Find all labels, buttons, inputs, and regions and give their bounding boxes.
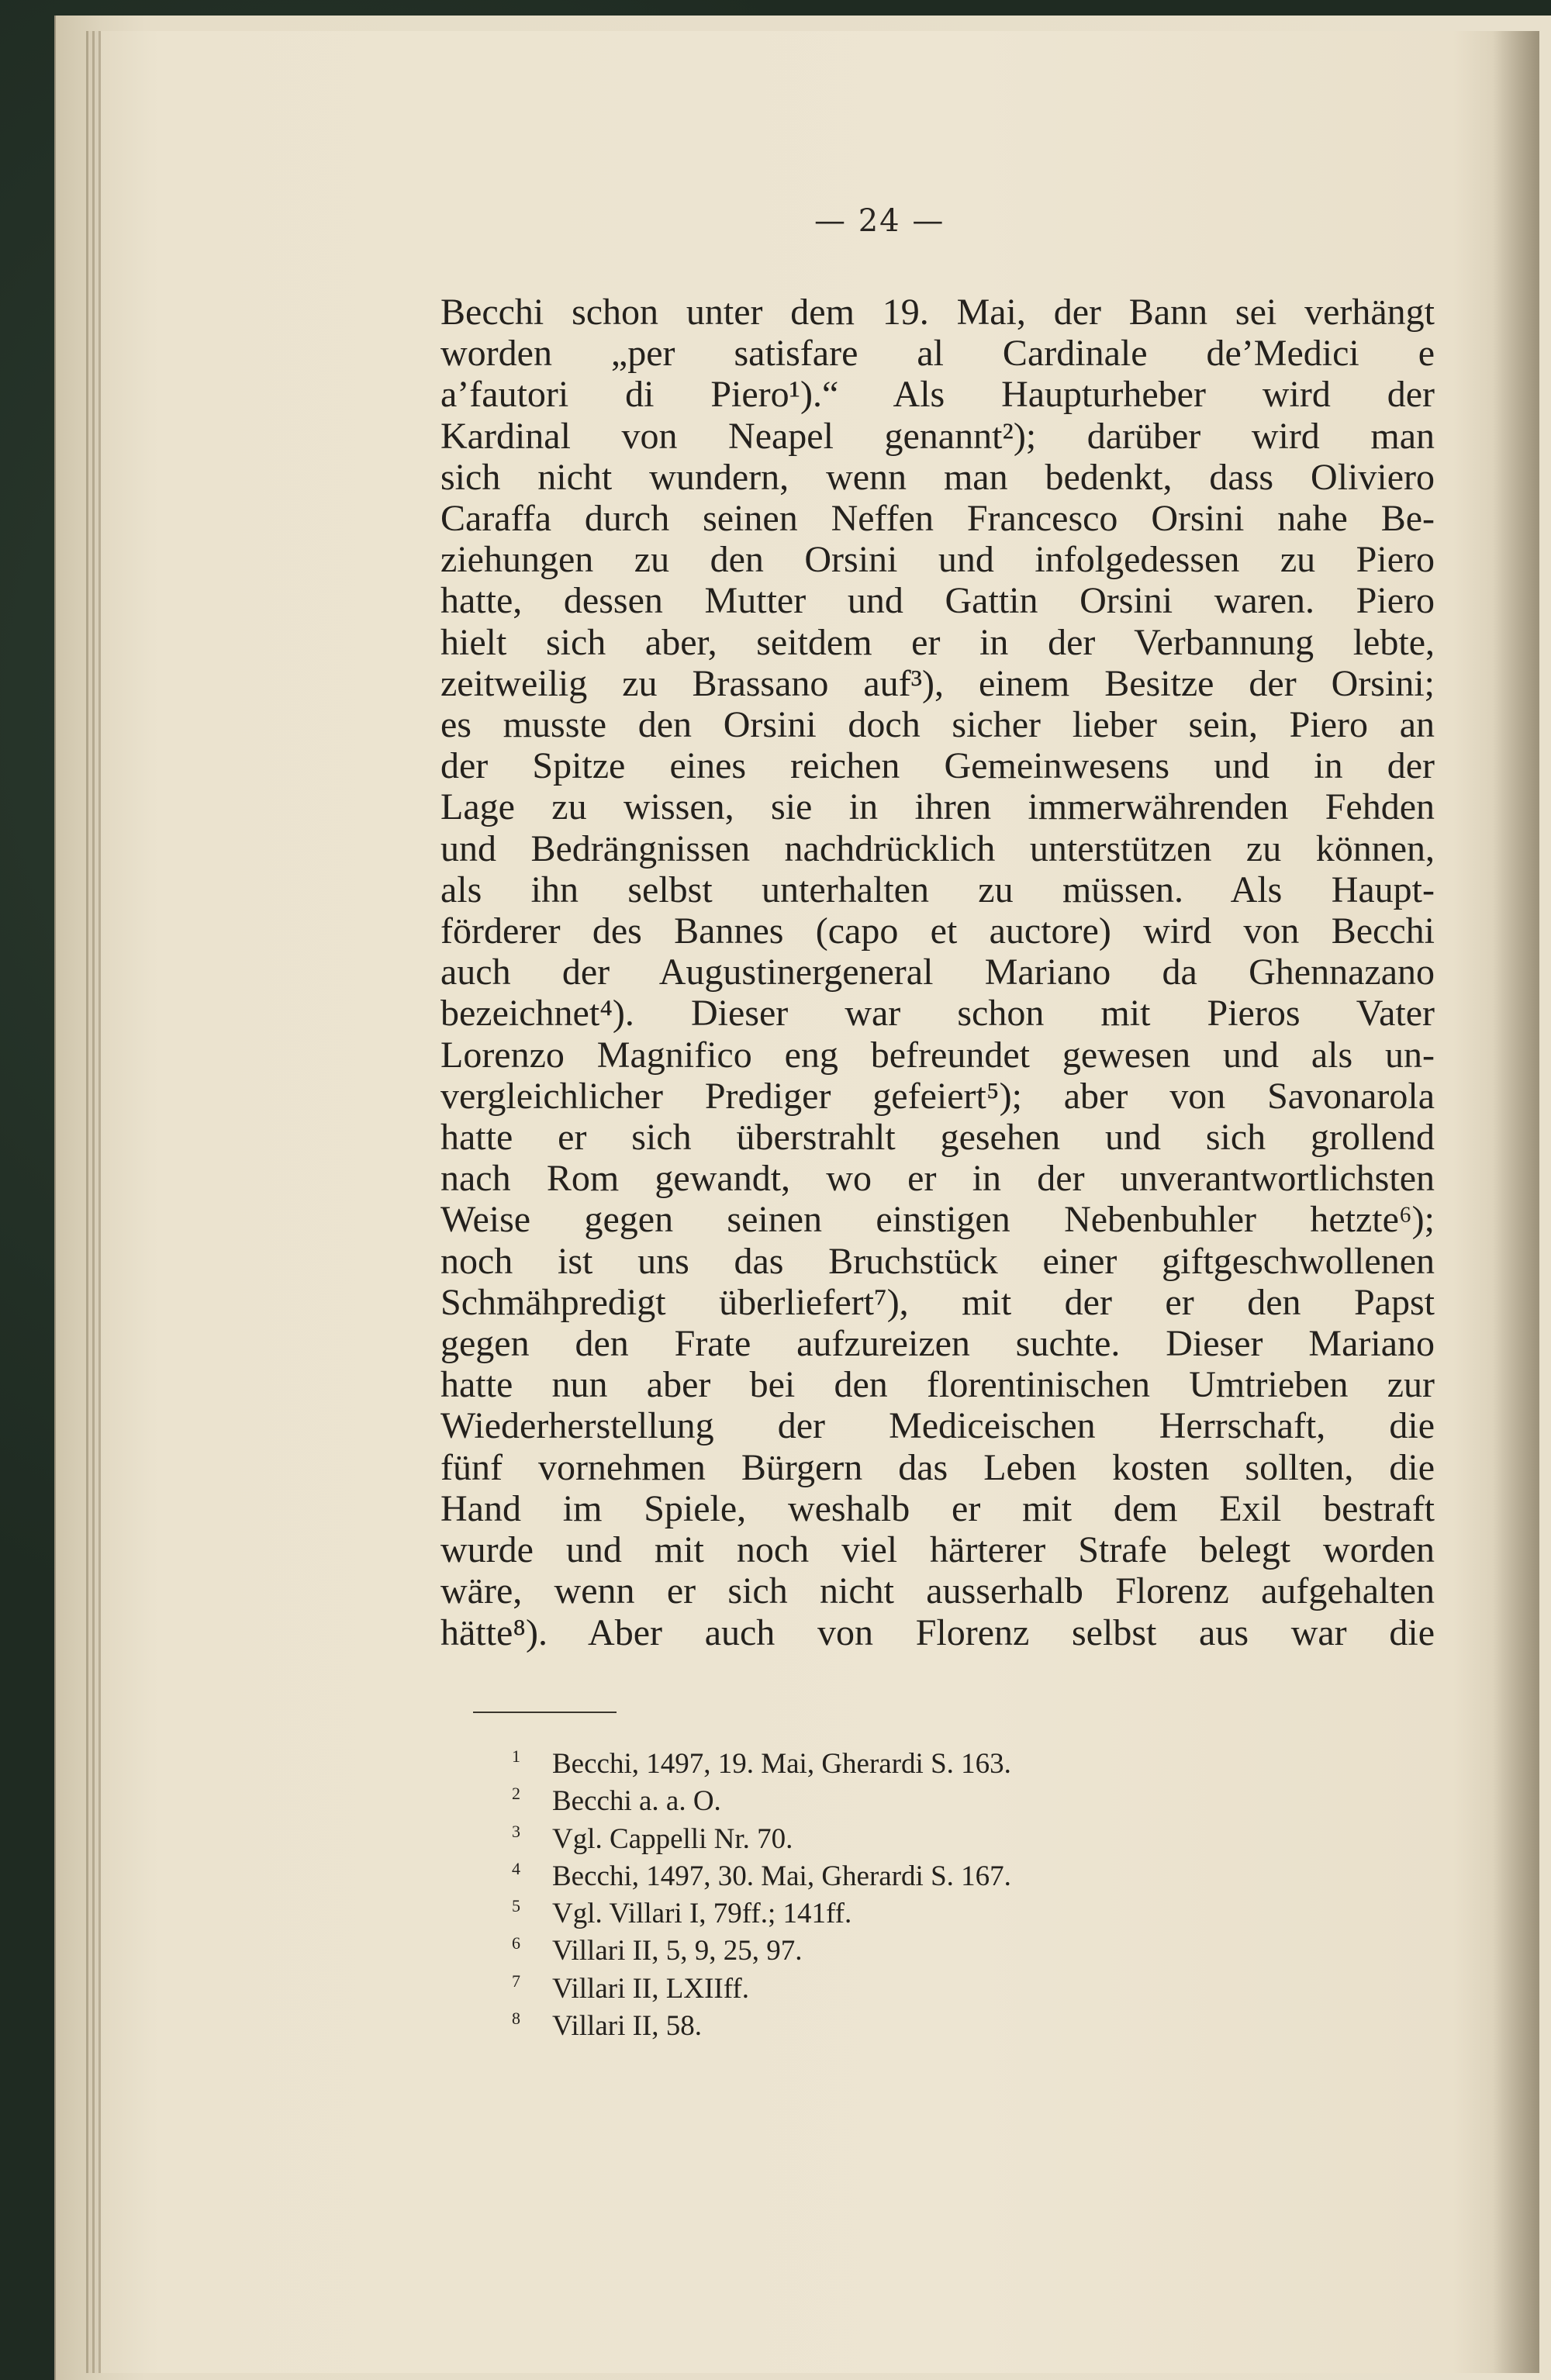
footnote	[512, 1817, 1011, 1854]
text-line: und Bedrängnissen nachdrücklich unterstützen zu können,	[440, 827, 1435, 869]
footnote	[512, 1891, 1011, 1929]
footnote	[512, 2004, 1011, 2041]
footnote-text: Vgl. Cappelli Nr. 70.	[552, 1822, 793, 1855]
footnote-number: 7	[512, 1971, 520, 1991]
footnote-text: Becchi, 1497, 19. Mai, Gherardi S. 163.	[552, 1748, 1011, 1780]
footnote-number: 2	[512, 1784, 520, 1804]
text-line: Kardinal von Neapel genannt²); darüber wird man	[440, 415, 1435, 457]
text-line: wurde und mit noch viel härterer Strafe belegt worden	[440, 1529, 1435, 1571]
body-text	[440, 292, 1435, 1653]
text-line: förderer des Bannes (capo et auctore) wird von Becchi	[440, 910, 1435, 952]
footnotes	[512, 1742, 1011, 2041]
text-line: noch ist uns das Bruchstück einer giftgeschwollenen	[440, 1240, 1435, 1282]
footnote-number: 1	[512, 1746, 520, 1766]
text-line: Caraffa durch seinen Neffen Francesco Orsini nahe Be-	[440, 498, 1435, 540]
text-line: Lorenzo Magnifico eng befreundet gewesen und als un-	[440, 1034, 1435, 1076]
text-line: auch der Augustinergeneral Mariano da Ghennazano	[440, 952, 1435, 993]
text-line: fünf vornehmen Bürgern das Leben kosten sollten, die	[440, 1446, 1435, 1488]
footnote-text: Becchi a. a. O.	[552, 1785, 721, 1818]
footnote	[512, 1967, 1011, 2004]
footnote-number: 5	[512, 1896, 520, 1916]
footnote-text: Villari II, LXIIff.	[552, 1972, 749, 2005]
footnote-text: Villari II, 58.	[552, 2010, 703, 2043]
text-line: Hand im Spiele, weshalb er mit dem Exil bestraft	[440, 1487, 1435, 1529]
text-line: worden „per satisfare al Cardinale de’Medici e	[440, 333, 1435, 375]
footnote	[512, 1854, 1011, 1891]
text-line: als ihn selbst unterhalten zu müssen. Als Haupt-	[440, 869, 1435, 910]
page-number: — 24 —	[814, 203, 945, 239]
text-line: hielt sich aber, seitdem er in der Verbannung lebte,	[440, 621, 1435, 663]
text-line: wäre, wenn er sich nicht ausserhalb Florenz aufgehalten	[440, 1570, 1435, 1612]
footnote-text: Becchi, 1497, 30. Mai, Gherardi S. 167.	[552, 1860, 1011, 1892]
footnote-number: 3	[512, 1821, 520, 1841]
text-line: Weise gegen seinen einstigen Nebenbuhler hetzte⁶);	[440, 1199, 1435, 1241]
text-line: hatte er sich überstrahlt gesehen und sich grollend	[440, 1117, 1435, 1159]
text-line: a’fautori di Piero¹).“ Als Haupturheber wird der	[440, 374, 1435, 416]
text-line: bezeichnet⁴). Dieser war schon mit Pieros Vater	[440, 993, 1435, 1035]
text-line: sich nicht wundern, wenn man bedenkt, dass Oliviero	[440, 456, 1435, 498]
footnote-number: 8	[512, 2009, 520, 2029]
footnote-divider	[473, 1712, 617, 1713]
text-line: hatte, dessen Mutter und Gattin Orsini waren. Piero	[440, 580, 1435, 622]
text-line: Becchi schon unter dem 19. Mai, der Bann sei verhängt	[440, 292, 1435, 333]
text-line: hätte⁸). Aber auch von Florenz selbst aus war die	[440, 1611, 1435, 1653]
text-line: es musste den Orsini doch sicher lieber sein, Piero an	[440, 704, 1435, 746]
footnote-text: Villari II, 5, 9, 25, 97.	[552, 1935, 803, 1967]
text-line: Wiederherstellung der Mediceischen Herrschaft, die	[440, 1405, 1435, 1447]
text-line: hatte nun aber bei den florentinischen Umtrieben zur	[440, 1364, 1435, 1406]
text-line: der Spitze eines reichen Gemeinwesens und in der	[440, 745, 1435, 787]
text-line: gegen den Frate aufzureizen suchte. Dieser Mariano	[440, 1323, 1435, 1365]
footnote	[512, 1929, 1011, 1966]
text-line: Schmähpredigt überliefert⁷), mit der er den Papst	[440, 1281, 1435, 1323]
text-line: nach Rom gewandt, wo er in der unverantwortlichsten	[440, 1158, 1435, 1200]
text-line: vergleichlicher Prediger gefeiert⁵); aber von Savonarola	[440, 1075, 1435, 1117]
footnote-number: 4	[512, 1858, 520, 1878]
text-line: zeitweilig zu Brassano auf³), einem Besitze der Orsini;	[440, 662, 1435, 704]
footnote	[512, 1779, 1011, 1816]
gutter-shadow	[1493, 31, 1539, 2373]
footnote-text: Vgl. Villari I, 79ff.; 141ff.	[552, 1898, 852, 1930]
text-line: ziehungen zu den Orsini und infolgedessen zu Piero	[440, 539, 1435, 581]
footnote-number: 6	[512, 1933, 520, 1953]
footnote	[512, 1742, 1011, 1779]
text-line: Lage zu wissen, sie in ihren immerwährenden Fehden	[440, 786, 1435, 828]
